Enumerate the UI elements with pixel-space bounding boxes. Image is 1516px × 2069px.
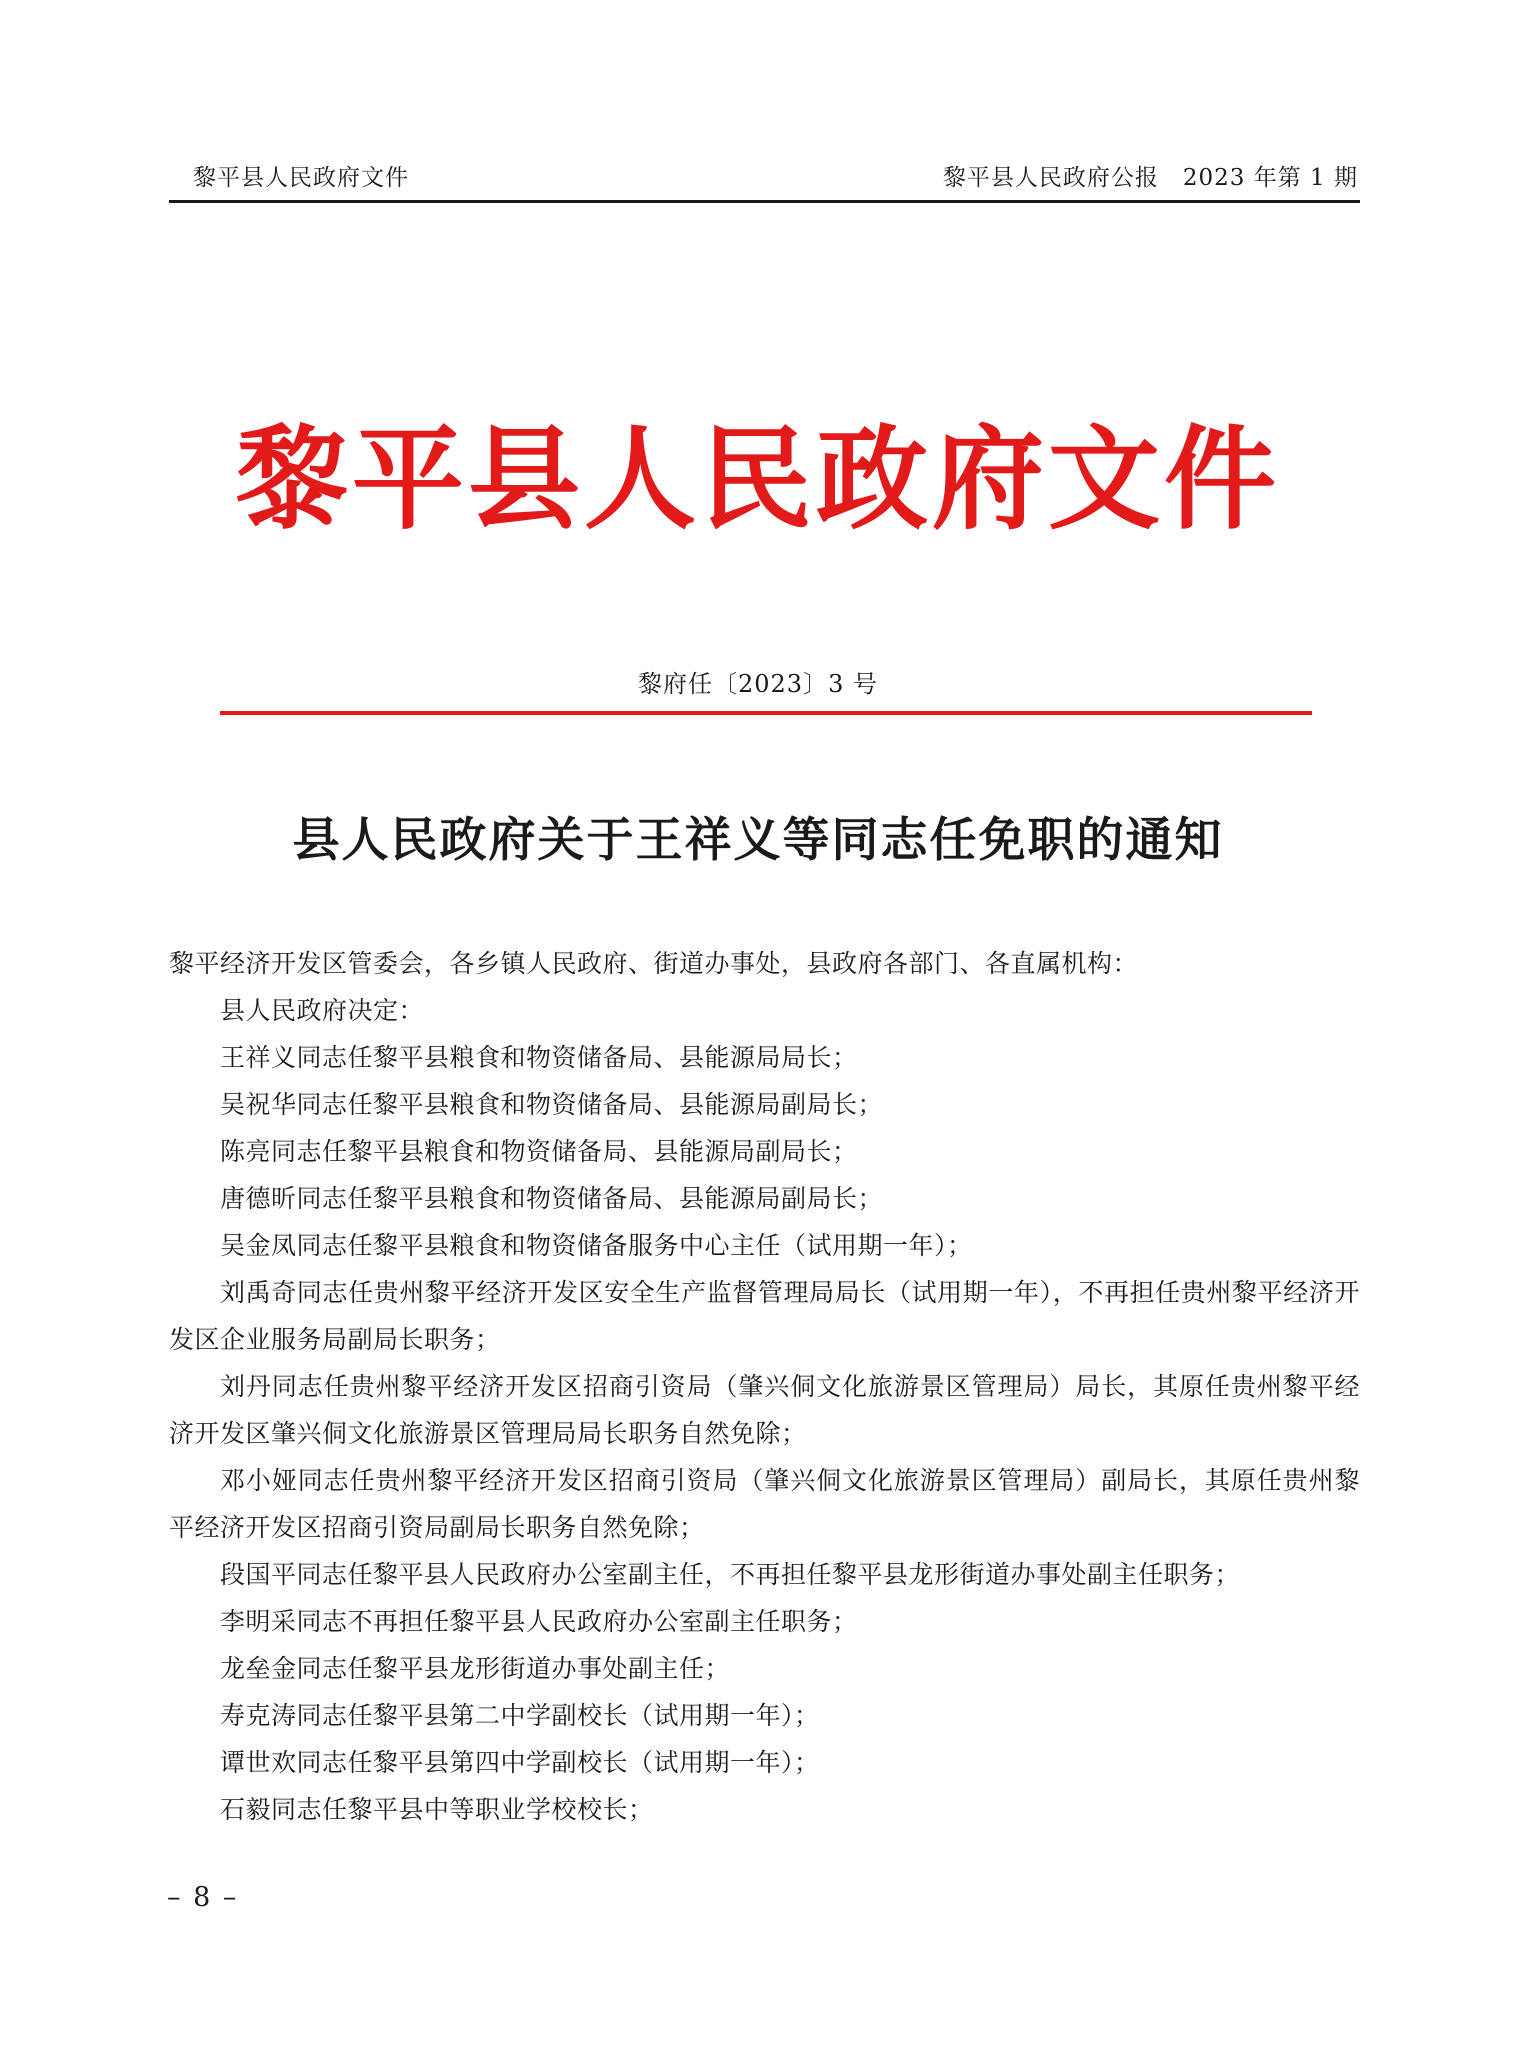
body-paragraph: 谭世欢同志任黎平县第四中学副校长（试用期一年）；	[220, 1748, 820, 1777]
body-paragraph: 吴金凤同志任黎平县粮食和物资储备服务中心主任（试用期一年）；	[220, 1231, 973, 1260]
body-paragraph: 石毅同志任黎平县中等职业学校校长；	[220, 1795, 654, 1824]
red-divider-rule	[220, 711, 1312, 715]
salutation: 黎平经济开发区管委会，各乡镇人民政府、街道办事处，县政府各部门、各直属机构：	[169, 949, 1139, 978]
header-rule	[169, 200, 1360, 203]
page-number: – 8 –	[167, 1882, 239, 1913]
document-title: 县人民政府关于王祥义等同志任免职的通知	[292, 813, 1224, 868]
body-paragraph: 王祥义同志任黎平县粮食和物资储备局、县能源局局长；	[220, 1043, 858, 1072]
document-number: 黎府任〔2023〕3 号	[638, 670, 878, 698]
body-paragraph: 陈亮同志任黎平县粮食和物资储备局、县能源局副局长；	[220, 1137, 858, 1166]
header-left-title: 黎平县人民政府文件	[193, 165, 409, 191]
body-paragraph: 李明采同志不再担任黎平县人民政府办公室副主任职务；	[220, 1607, 858, 1636]
body-paragraph: 县人民政府决定：	[220, 996, 425, 1025]
body-paragraph: 吴祝华同志任黎平县粮食和物资储备局、县能源局副局长；	[220, 1090, 884, 1119]
body-paragraph: 刘禹奇同志任贵州黎平经济开发区安全生产监督管理局局长（试用期一年），不再担任贵州黎平经济开发区企业服务局副局长职务；	[169, 1278, 1360, 1354]
document-body	[169, 940, 1360, 1833]
body-paragraph: 段国平同志任黎平县人民政府办公室副主任，不再担任黎平县龙形街道办事处副主任职务；	[220, 1560, 1241, 1589]
header-right-issue: 黎平县人民政府公报 2023 年第 1 期	[942, 165, 1358, 191]
red-masthead: 黎平县人民政府文件	[236, 414, 1280, 545]
body-paragraph: 寿克涛同志任黎平县第二中学副校长（试用期一年）；	[220, 1701, 820, 1730]
body-paragraph: 邓小娅同志任贵州黎平经济开发区招商引资局（肇兴侗文化旅游景区管理局）副局长，其原任贵州黎平经济开发区招商引资局副局长职务自然免除；	[169, 1466, 1360, 1542]
body-paragraph: 龙垒金同志任黎平县龙形街道办事处副主任；	[220, 1654, 731, 1683]
running-header	[169, 158, 1360, 198]
body-paragraph: 唐德昕同志任黎平县粮食和物资储备局、县能源局副局长；	[220, 1184, 884, 1213]
body-paragraph: 刘丹同志任贵州黎平经济开发区招商引资局（肇兴侗文化旅游景区管理局）局长，其原任贵州黎平经济开发区肇兴侗文化旅游景区管理局局长职务自然免除；	[169, 1372, 1360, 1448]
